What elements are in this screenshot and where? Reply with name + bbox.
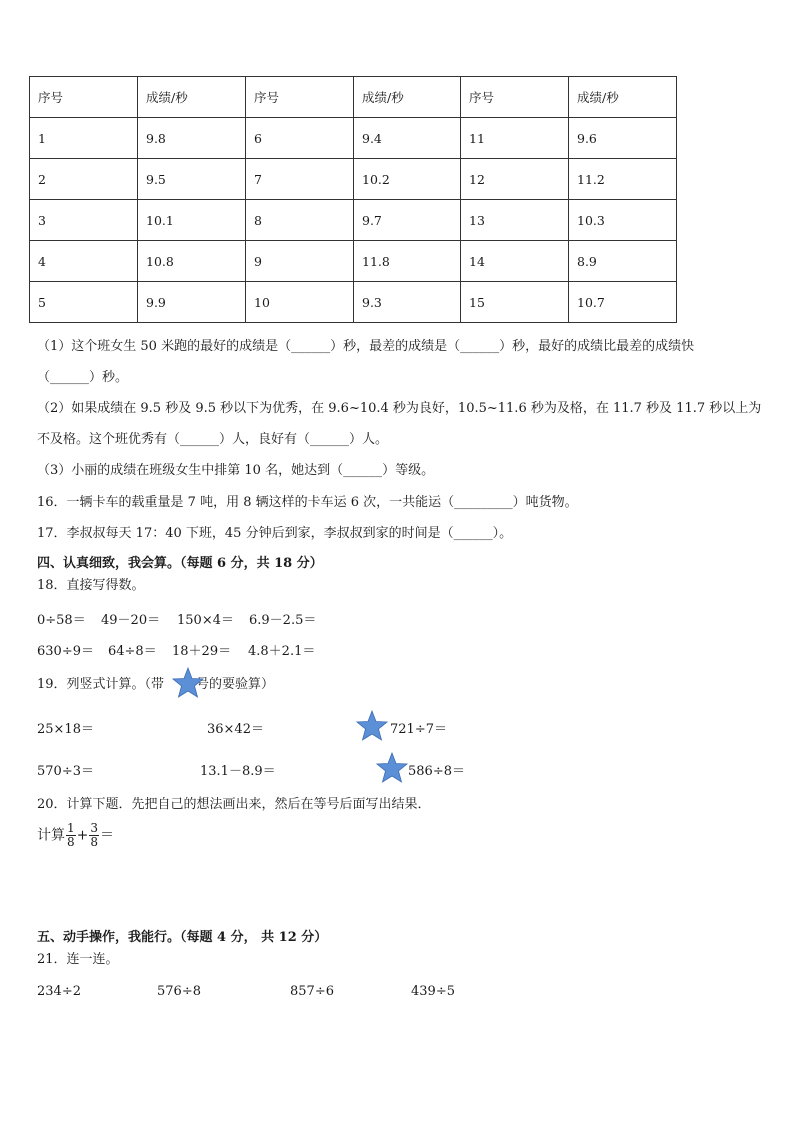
table-cell: 15	[461, 282, 569, 323]
table-cell: 9.4	[354, 118, 461, 159]
q15-part2-line1: （2）如果成绩在 9.5 秒及 9.5 秒以下为优秀，在 9.6~10.4 秒为良好，10.5~11.6 秒为及格，在 11.7 秒及 11.7 秒以上为	[37, 401, 762, 416]
q21-item: 857÷6	[290, 984, 334, 999]
q15-part3: （3）小丽的成绩在班级女生中排第 10 名，她达到（______）等级。	[37, 463, 435, 478]
q20-expression	[37, 822, 114, 849]
table-header-cell: 序号	[246, 77, 354, 118]
fraction-numerator: 1	[67, 821, 75, 835]
table-row	[30, 200, 677, 241]
table-cell: 9.5	[138, 159, 246, 200]
q15-part1-line1: （1）这个班女生 50 米跑的最好的成绩是（______）秒，最差的成绩是（______）秒，最好的成绩比最差的成绩快	[37, 339, 695, 354]
table-cell: 13	[461, 200, 569, 241]
table-cell: 10.2	[354, 159, 461, 200]
q19-title-suffix: 号的要验算）	[196, 677, 275, 692]
table-header-cell: 成绩/秒	[354, 77, 461, 118]
q15-part2-line2: 不及格。这个班优秀有（______）人，良好有（______）人。	[37, 432, 389, 447]
q19-expr: 570÷3＝	[37, 764, 94, 779]
table-header-cell: 成绩/秒	[569, 77, 677, 118]
q20-prefix: 计算	[37, 827, 65, 844]
q18-expr: 0÷58＝	[37, 613, 86, 628]
table-cell: 7	[246, 159, 354, 200]
table-header-cell: 序号	[461, 77, 569, 118]
fraction-denominator: 8	[67, 835, 75, 849]
table-cell: 9.9	[138, 282, 246, 323]
table-cell: 6	[246, 118, 354, 159]
table-cell: 9.8	[138, 118, 246, 159]
fraction-denominator: 8	[90, 835, 99, 849]
q19-expr: 721÷7＝	[390, 722, 447, 737]
q19-title-prefix: 19．列竖式计算。（带	[37, 677, 165, 692]
table-cell: 4	[30, 241, 138, 282]
question-20-title: 20．计算下题．先把自己的想法画出来，然后在等号后面写出结果．	[37, 797, 431, 812]
table-row	[30, 282, 677, 323]
table-cell: 10.1	[138, 200, 246, 241]
section-4-heading: 四、认真细致，我会算。（每题 6 分，共 18 分）	[37, 556, 323, 571]
table-cell: 10.7	[569, 282, 677, 323]
question-21-title: 21．连一连。	[37, 952, 119, 967]
table-cell: 10	[246, 282, 354, 323]
table-cell: 8.9	[569, 241, 677, 282]
q21-item: 439÷5	[411, 984, 455, 999]
table-cell: 9.6	[569, 118, 677, 159]
q18-expr: 49－20＝	[101, 613, 161, 628]
q15-part1-line2: （______）秒。	[37, 370, 129, 385]
q19-expr: 13.1－8.9＝	[200, 764, 276, 779]
table-cell: 11.2	[569, 159, 677, 200]
table-cell: 11.8	[354, 241, 461, 282]
question-17: 17．李叔叔每天 17：40 下班，45 分钟后到家，李叔叔到家的时间是（______）。	[37, 526, 513, 541]
q18-expr: 4.8＋2.1＝	[248, 644, 316, 659]
table-cell: 8	[246, 200, 354, 241]
table-header-row	[30, 77, 677, 118]
q18-expr: 630÷9＝	[37, 644, 94, 659]
table-cell: 9	[246, 241, 354, 282]
table-cell: 14	[461, 241, 569, 282]
table-cell: 5	[30, 282, 138, 323]
fraction	[89, 822, 99, 849]
table-cell: 10.3	[569, 200, 677, 241]
table-header-cell: 序号	[30, 77, 138, 118]
star-icon	[172, 667, 204, 699]
table-cell: 3	[30, 200, 138, 241]
table-cell: 9.7	[354, 200, 461, 241]
question-18-title: 18．直接写得数。	[37, 578, 145, 593]
table-header-cell: 成绩/秒	[138, 77, 246, 118]
q19-expr: 25×18＝	[37, 722, 94, 737]
table-cell: 2	[30, 159, 138, 200]
q18-expr: 150×4＝	[177, 613, 234, 628]
star-icon	[356, 710, 388, 742]
question-16: 16．一辆卡车的载重量是 7 吨，用 8 辆这样的卡车运 6 次，一共能运（_________）吨货物。	[37, 495, 578, 510]
q18-expr: 64÷8＝	[108, 644, 157, 659]
equals-sign: ＝	[100, 827, 115, 844]
q21-item: 576÷8	[157, 984, 201, 999]
q18-expr: 6.9－2.5＝	[249, 613, 317, 628]
section-5-heading: 五、动手操作，我能行。（每题 4 分， 共 12 分）	[37, 930, 328, 945]
table-row	[30, 159, 677, 200]
table-cell: 9.3	[354, 282, 461, 323]
question-19-title	[37, 677, 274, 693]
table-row	[30, 118, 677, 159]
fraction	[66, 822, 76, 849]
table-cell: 10.8	[138, 241, 246, 282]
q18-expr: 18＋29＝	[172, 644, 232, 659]
q19-expr: 36×42＝	[207, 722, 264, 737]
table-cell: 12	[461, 159, 569, 200]
fraction-numerator: 3	[90, 821, 99, 835]
table-row	[30, 241, 677, 282]
score-table	[29, 76, 677, 323]
q21-item: 234÷2	[37, 984, 81, 999]
table-cell: 1	[30, 118, 138, 159]
q19-expr: 586÷8＝	[408, 764, 465, 779]
table-cell: 11	[461, 118, 569, 159]
star-icon	[376, 752, 408, 784]
plus-sign: +	[76, 827, 89, 844]
